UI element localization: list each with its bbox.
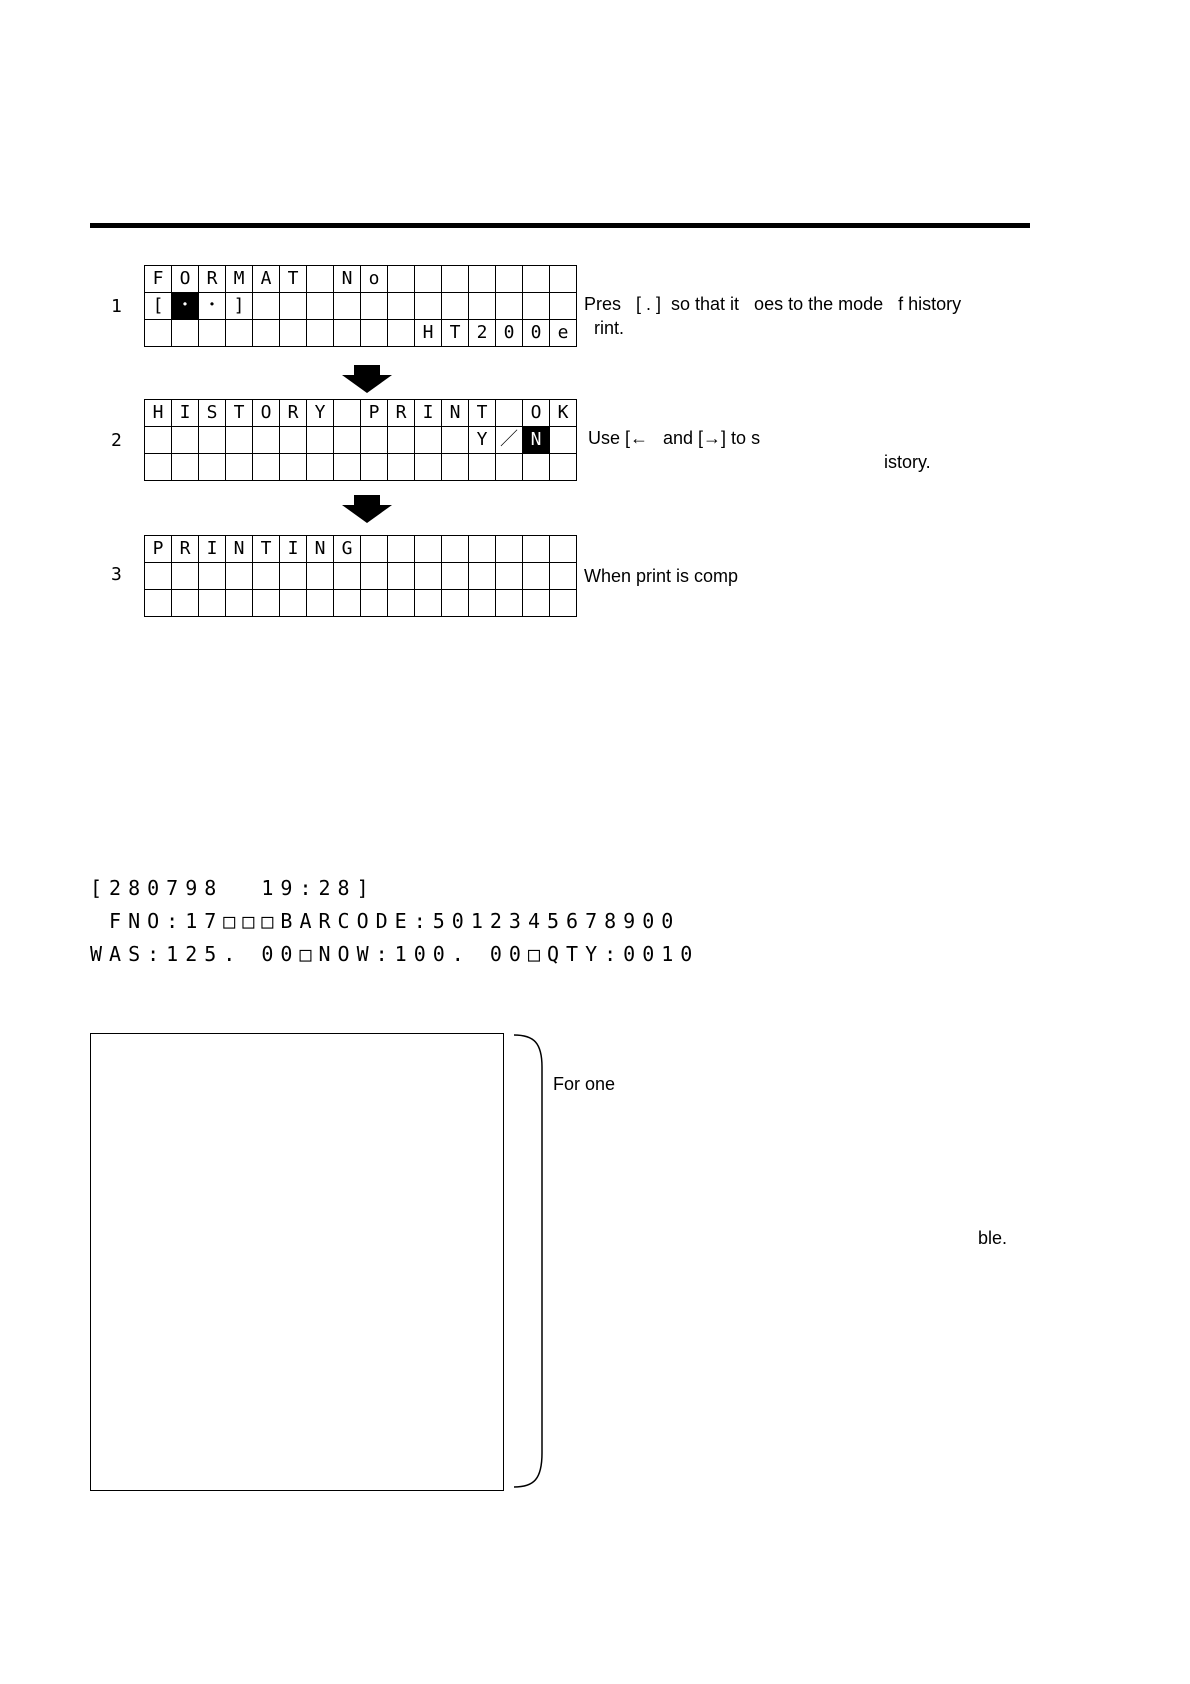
lcd-cell [415,266,442,293]
lcd-cell [523,590,550,617]
lcd-cell [307,266,334,293]
lcd-cell [361,454,388,481]
lcd-cell [226,427,253,454]
lcd-cell: T [226,400,253,427]
lcd-cell [199,454,226,481]
step-number-2: 2 [111,430,122,451]
lcd-cell [442,563,469,590]
step-1-description: Pres [ . ] so that it oes to the mode f history [584,294,962,314]
lcd-cell [145,427,172,454]
lcd-row [145,590,577,617]
lcd-cell: ] [226,293,253,320]
lcd-cell [388,454,415,481]
down-arrow-icon [342,365,392,393]
lcd-cell: P [361,400,388,427]
top-rule [90,223,1030,228]
lcd-cell [361,320,388,347]
lcd-cell: R [199,266,226,293]
lcd-cell [523,266,550,293]
printout-line-3: WAS:125. 00□NOW:100. 00□QTY:0010 [90,942,700,966]
printout-line-2: FNO:17□□□BARCODE:5012345678900 [90,909,681,933]
lcd-cell [550,427,577,454]
lcd-cell [307,320,334,347]
lcd-cell: ・ [172,293,199,320]
label-note-text: For one [553,1074,616,1094]
lcd-cell [199,590,226,617]
lcd-cell [550,590,577,617]
lcd-cell [307,293,334,320]
lcd-cell [199,320,226,347]
lcd-cell [469,266,496,293]
right-brace [512,1033,548,1489]
lcd-cell [442,293,469,320]
lcd-cell: F [145,266,172,293]
lcd-cell: I [199,536,226,563]
lcd-row [145,320,577,347]
lcd-display-step-3 [144,535,577,617]
step-1-description-cont: rint. [594,318,625,338]
lcd-cell: I [415,400,442,427]
lcd-cell: A [253,266,280,293]
lcd-cell: Y [307,400,334,427]
lcd-cell [388,536,415,563]
lcd-cell [442,536,469,563]
lcd-cell [442,266,469,293]
lcd-cell [496,590,523,617]
lcd-cell [415,293,442,320]
lcd-cell: R [280,400,307,427]
lcd-cell: P [145,536,172,563]
lcd-cell [280,427,307,454]
lcd-cell [307,590,334,617]
lcd-display-step-1 [144,265,577,347]
lcd-cell [388,293,415,320]
lcd-cell [334,454,361,481]
lcd-cell [145,320,172,347]
lcd-cell [496,266,523,293]
lcd-cell [550,454,577,481]
lcd-row [145,563,577,590]
lcd-cell [496,400,523,427]
lcd-cell [496,563,523,590]
lcd-cell [388,320,415,347]
lcd-cell: N [334,266,361,293]
lcd-cell [550,293,577,320]
lcd-cell [496,454,523,481]
lcd-cell [307,563,334,590]
lcd-cell [388,590,415,617]
lcd-cell [253,563,280,590]
lcd-cell [199,563,226,590]
lcd-row [145,454,577,481]
lcd-cell [469,293,496,320]
lcd-cell [199,427,226,454]
step-3-description: When print is comp [584,566,739,586]
lcd-cell: ・ [199,293,226,320]
lcd-cell: T [469,400,496,427]
lcd-cell [334,293,361,320]
lcd-cell [280,590,307,617]
lcd-cell [469,590,496,617]
down-arrow-icon [342,495,392,523]
lcd-cell [550,563,577,590]
lcd-cell [496,293,523,320]
lcd-cell: S [199,400,226,427]
lcd-cell: Y [469,427,496,454]
lcd-cell [280,563,307,590]
lcd-cell: O [172,266,199,293]
lcd-cell: M [226,266,253,293]
lcd-cell [388,266,415,293]
label-sample-box [90,1033,504,1491]
lcd-cell [361,536,388,563]
lcd-cell [307,427,334,454]
lcd-cell: N [442,400,469,427]
lcd-cell: N [226,536,253,563]
lcd-cell: G [334,536,361,563]
lcd-cell [469,454,496,481]
lcd-cell: I [172,400,199,427]
lcd-cell [172,427,199,454]
lcd-cell [415,536,442,563]
lcd-cell [253,427,280,454]
lcd-row [145,400,577,427]
lcd-cell [226,320,253,347]
lcd-cell [550,266,577,293]
label-note-text-end: ble. [978,1228,1008,1248]
lcd-cell [307,454,334,481]
lcd-cell [361,563,388,590]
lcd-cell: 0 [523,320,550,347]
lcd-cell [469,563,496,590]
lcd-cell [253,590,280,617]
lcd-cell: H [415,320,442,347]
lcd-cell: N [307,536,334,563]
lcd-cell [226,454,253,481]
lcd-cell [550,536,577,563]
lcd-cell [523,563,550,590]
lcd-cell [442,427,469,454]
lcd-cell [145,590,172,617]
lcd-cell: ／ [496,427,523,454]
lcd-cell: e [550,320,577,347]
lcd-cell [361,427,388,454]
lcd-display-step-2 [144,399,577,481]
lcd-cell [388,427,415,454]
lcd-cell [415,590,442,617]
lcd-cell: N [523,427,550,454]
lcd-row [145,266,577,293]
lcd-cell [253,293,280,320]
lcd-row [145,536,577,563]
step-number-3: 3 [111,564,122,585]
lcd-cell [415,454,442,481]
step-number-1: 1 [111,296,122,317]
lcd-cell [496,536,523,563]
lcd-cell [361,590,388,617]
lcd-cell [172,454,199,481]
lcd-cell [172,590,199,617]
lcd-cell: o [361,266,388,293]
lcd-cell: T [280,266,307,293]
lcd-cell [253,320,280,347]
lcd-cell: H [145,400,172,427]
lcd-cell: T [253,536,280,563]
lcd-cell [523,454,550,481]
lcd-cell [145,563,172,590]
lcd-cell [172,563,199,590]
lcd-cell [415,427,442,454]
lcd-cell: I [280,536,307,563]
lcd-cell: R [388,400,415,427]
lcd-cell: O [523,400,550,427]
step-2-description-cont: istory. [884,452,931,472]
lcd-cell [442,590,469,617]
lcd-cell [226,563,253,590]
lcd-cell [442,454,469,481]
lcd-cell [469,536,496,563]
lcd-cell [280,293,307,320]
lcd-cell [334,563,361,590]
lcd-cell [388,563,415,590]
lcd-cell: T [442,320,469,347]
lcd-cell [415,563,442,590]
lcd-cell [523,536,550,563]
printout-line-1: [280798 19:28] [90,876,376,900]
lcd-cell: [ [145,293,172,320]
lcd-cell [172,320,199,347]
lcd-cell: K [550,400,577,427]
lcd-cell [361,293,388,320]
lcd-cell [280,454,307,481]
lcd-cell [334,320,361,347]
lcd-cell [253,454,280,481]
lcd-cell [280,320,307,347]
lcd-cell: 0 [496,320,523,347]
lcd-row [145,427,577,454]
lcd-row [145,293,577,320]
lcd-cell [334,427,361,454]
lcd-cell: R [172,536,199,563]
lcd-cell [226,590,253,617]
lcd-cell [145,454,172,481]
lcd-cell: O [253,400,280,427]
lcd-cell [334,400,361,427]
lcd-cell [334,590,361,617]
lcd-cell [523,293,550,320]
step-2-description: Use [← and [→] to s [588,428,761,448]
lcd-cell: 2 [469,320,496,347]
